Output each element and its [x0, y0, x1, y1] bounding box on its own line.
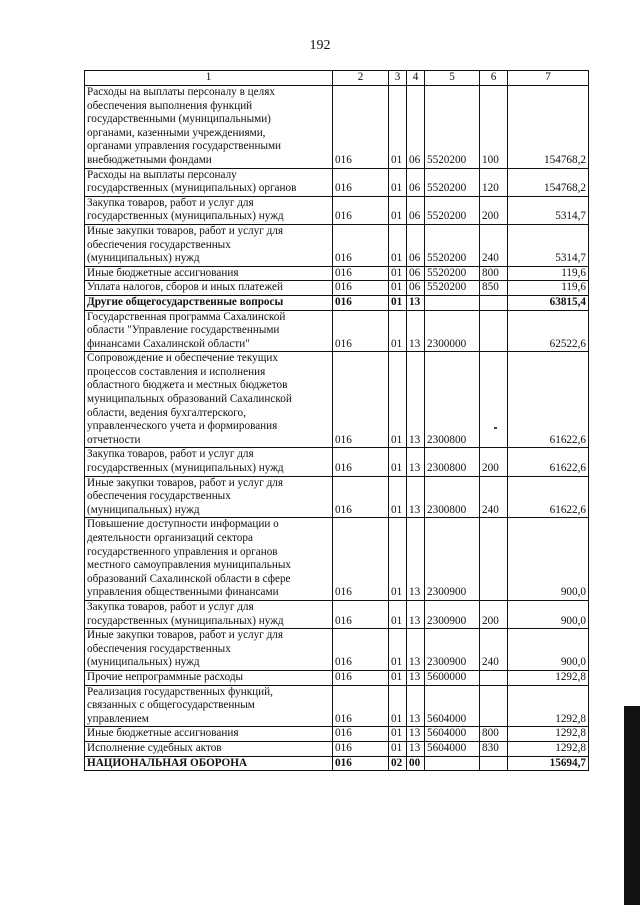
expense-type-cell: 200	[480, 600, 508, 628]
subsection-cell: 13	[407, 685, 425, 727]
item-name-line: обеспечения выполнения функций	[87, 99, 253, 112]
expense-type-cell: 850	[480, 281, 508, 296]
item-name-line: Иные закупки товаров, работ и услуг для	[87, 224, 284, 237]
header-col-2: 2	[333, 71, 389, 86]
item-name-cell	[85, 352, 333, 448]
table-row	[85, 310, 589, 352]
expense-type-cell: 800	[480, 266, 508, 281]
item-name-cell	[85, 670, 333, 685]
table-header	[85, 71, 589, 86]
scan-speck	[494, 427, 497, 429]
item-name-cell	[85, 629, 333, 671]
target-article-cell: 5520200	[425, 281, 480, 296]
subsection-cell: 13	[407, 741, 425, 756]
target-article-cell: 5520200	[425, 168, 480, 196]
section-cell: 01	[389, 310, 407, 352]
expense-type-cell: 120	[480, 168, 508, 196]
table-row	[85, 629, 589, 671]
ministry-code-cell: 016	[333, 295, 389, 310]
subsection-cell: 06	[407, 86, 425, 169]
item-name-line: НАЦИОНАЛЬНАЯ ОБОРОНА	[87, 756, 248, 769]
item-name-line: органами, казенными учреждениями,	[87, 126, 266, 139]
header-col-5: 5	[425, 71, 480, 86]
subsection-cell: 13	[407, 518, 425, 601]
item-name-line: Иные закупки товаров, работ и услуг для	[87, 629, 284, 642]
amount-cell: 154768,2	[508, 168, 589, 196]
item-name-line: Исполнение судебных актов	[87, 741, 222, 754]
subsection-cell: 06	[407, 196, 425, 224]
target-article-cell: 2300000	[425, 310, 480, 352]
expense-type-cell: 830	[480, 741, 508, 756]
item-name-line: государственных (муниципальных) нужд	[87, 210, 284, 223]
table-row	[85, 670, 589, 685]
header-row	[85, 71, 589, 86]
ministry-code-cell: 016	[333, 600, 389, 628]
item-name-line: органами управления государственными	[87, 140, 282, 153]
subsection-cell: 13	[407, 310, 425, 352]
item-name-line: Государственная программа Сахалинской	[87, 310, 286, 323]
item-name-line: Расходы на выплаты персоналу в целях	[87, 86, 275, 98]
item-name-cell	[85, 476, 333, 518]
expense-type-cell: 200	[480, 448, 508, 476]
section-cell: 01	[389, 168, 407, 196]
target-article-cell: 5604000	[425, 727, 480, 742]
item-name-line: Иные бюджетные ассигнования	[87, 727, 239, 740]
item-name-line: образований Сахалинской области в сфере	[87, 572, 291, 585]
budget-table	[84, 70, 589, 771]
item-name-cell	[85, 266, 333, 281]
item-name-line: государственного управления и органов	[87, 545, 278, 558]
item-name-cell	[85, 86, 333, 169]
section-cell: 01	[389, 266, 407, 281]
table-row	[85, 756, 589, 771]
table-row	[85, 266, 589, 281]
ministry-code-cell: 016	[333, 266, 389, 281]
target-article-cell: 5600000	[425, 670, 480, 685]
item-name-cell	[85, 310, 333, 352]
subsection-cell: 13	[407, 600, 425, 628]
item-name-line: Повышение доступности информации о	[87, 518, 279, 531]
item-name-line: Закупка товаров, работ и услуг для	[87, 448, 254, 461]
item-name-line: Расходы на выплаты персоналу	[87, 168, 237, 181]
item-name-cell	[85, 448, 333, 476]
section-cell: 01	[389, 685, 407, 727]
amount-cell: 62522,6	[508, 310, 589, 352]
subsection-cell: 06	[407, 266, 425, 281]
ministry-code-cell: 016	[333, 168, 389, 196]
item-name-line: области, ведения бухгалтерского,	[87, 406, 246, 419]
target-article-cell: 5604000	[425, 685, 480, 727]
item-name-cell	[85, 281, 333, 296]
section-cell: 01	[389, 600, 407, 628]
target-article-cell: 2300800	[425, 448, 480, 476]
table-body	[85, 86, 589, 771]
expense-type-cell	[480, 295, 508, 310]
table-row	[85, 727, 589, 742]
ministry-code-cell: 016	[333, 727, 389, 742]
subsection-cell: 13	[407, 727, 425, 742]
expense-type-cell: 100	[480, 86, 508, 169]
section-cell: 01	[389, 281, 407, 296]
item-name-cell	[85, 295, 333, 310]
section-cell: 01	[389, 196, 407, 224]
amount-cell: 61622,6	[508, 448, 589, 476]
item-name-line: Уплата налогов, сборов и иных платежей	[87, 281, 283, 294]
table-row	[85, 196, 589, 224]
ministry-code-cell: 016	[333, 518, 389, 601]
item-name-line: обеспечения государственных	[87, 238, 231, 251]
target-article-cell: 2300900	[425, 600, 480, 628]
amount-cell: 5314,7	[508, 224, 589, 266]
item-name-line: Сопровождение и обеспечение текущих	[87, 352, 278, 365]
header-col-4: 4	[407, 71, 425, 86]
section-cell: 01	[389, 295, 407, 310]
ministry-code-cell: 016	[333, 224, 389, 266]
expense-type-cell: 800	[480, 727, 508, 742]
section-cell: 01	[389, 727, 407, 742]
item-name-line: Закупка товаров, работ и услуг для	[87, 196, 254, 209]
target-article-cell: 5604000	[425, 741, 480, 756]
subsection-cell: 06	[407, 168, 425, 196]
ministry-code-cell: 016	[333, 448, 389, 476]
expense-type-cell	[480, 352, 508, 448]
item-name-line: финансами Сахалинской области"	[87, 337, 250, 350]
item-name-line: государственных (муниципальных) нужд	[87, 614, 284, 627]
target-article-cell: 2300900	[425, 629, 480, 671]
item-name-line: управлением	[87, 712, 149, 725]
item-name-cell	[85, 600, 333, 628]
item-name-cell	[85, 168, 333, 196]
item-name-line: Реализация государственных функций,	[87, 685, 273, 698]
table-row	[85, 476, 589, 518]
ministry-code-cell: 016	[333, 629, 389, 671]
item-name-line: Иные бюджетные ассигнования	[87, 266, 239, 279]
amount-cell: 15694,7	[508, 756, 589, 771]
ministry-code-cell: 016	[333, 741, 389, 756]
section-cell: 01	[389, 352, 407, 448]
subsection-cell: 13	[407, 352, 425, 448]
header-col-7: 7	[508, 71, 589, 86]
table-row	[85, 741, 589, 756]
table-row	[85, 518, 589, 601]
item-name-line: государственными (муниципальными)	[87, 113, 271, 126]
amount-cell: 1292,8	[508, 741, 589, 756]
table-row	[85, 281, 589, 296]
amount-cell: 63815,4	[508, 295, 589, 310]
expense-type-cell	[480, 670, 508, 685]
expense-type-cell: 240	[480, 224, 508, 266]
ministry-code-cell: 016	[333, 352, 389, 448]
ministry-code-cell: 016	[333, 670, 389, 685]
item-name-line: обеспечения государственных	[87, 490, 231, 503]
item-name-line: государственных (муниципальных) органов	[87, 182, 297, 195]
section-cell: 02	[389, 756, 407, 771]
target-article-cell	[425, 756, 480, 771]
amount-cell: 1292,8	[508, 685, 589, 727]
item-name-cell	[85, 756, 333, 771]
subsection-cell: 13	[407, 670, 425, 685]
ministry-code-cell: 016	[333, 310, 389, 352]
header-col-6: 6	[480, 71, 508, 86]
item-name-line: области "Управление государственными	[87, 324, 280, 337]
table-row	[85, 295, 589, 310]
item-name-cell	[85, 741, 333, 756]
item-name-line: (муниципальных) нужд	[87, 656, 200, 669]
expense-type-cell	[480, 756, 508, 771]
subsection-cell: 06	[407, 281, 425, 296]
ministry-code-cell: 016	[333, 196, 389, 224]
item-name-line: (муниципальных) нужд	[87, 503, 200, 516]
ministry-code-cell: 016	[333, 476, 389, 518]
target-article-cell	[425, 295, 480, 310]
item-name-line: Прочие непрограммные расходы	[87, 670, 244, 683]
table-row	[85, 168, 589, 196]
table-row	[85, 86, 589, 169]
amount-cell: 154768,2	[508, 86, 589, 169]
item-name-line: муниципальных образований Сахалинской	[87, 393, 292, 406]
item-name-cell	[85, 196, 333, 224]
item-name-line: Закупка товаров, работ и услуг для	[87, 600, 254, 613]
item-name-line: Иные закупки товаров, работ и услуг для	[87, 476, 284, 489]
ministry-code-cell: 016	[333, 756, 389, 771]
item-name-line: областного бюджета и местных бюджетов	[87, 379, 288, 392]
header-col-3: 3	[389, 71, 407, 86]
target-article-cell: 5520200	[425, 196, 480, 224]
target-article-cell: 5520200	[425, 266, 480, 281]
amount-cell: 1292,8	[508, 727, 589, 742]
item-name-line: местного самоуправления муниципальных	[87, 559, 291, 572]
target-article-cell: 2300900	[425, 518, 480, 601]
amount-cell: 900,0	[508, 600, 589, 628]
target-article-cell: 5520200	[425, 86, 480, 169]
amount-cell: 61622,6	[508, 352, 589, 448]
ministry-code-cell: 016	[333, 86, 389, 169]
expense-type-cell	[480, 310, 508, 352]
subsection-cell: 06	[407, 224, 425, 266]
item-name-line: внебюджетными фондами	[87, 153, 212, 166]
section-cell: 01	[389, 448, 407, 476]
header-col-1: 1	[85, 71, 333, 86]
table-row	[85, 224, 589, 266]
expense-type-cell: 240	[480, 629, 508, 671]
item-name-line: обеспечения государственных	[87, 642, 231, 655]
section-cell: 01	[389, 518, 407, 601]
section-cell: 01	[389, 224, 407, 266]
item-name-line: связанных с общегосударственным	[87, 699, 255, 712]
item-name-cell	[85, 518, 333, 601]
item-name-cell	[85, 224, 333, 266]
amount-cell: 119,6	[508, 266, 589, 281]
target-article-cell: 2300800	[425, 476, 480, 518]
item-name-cell	[85, 727, 333, 742]
scan-edge-bar	[624, 706, 640, 905]
item-name-line: отчетности	[87, 433, 141, 446]
item-name-line: Другие общегосударственные вопросы	[87, 295, 284, 308]
ministry-code-cell: 016	[333, 685, 389, 727]
section-cell: 01	[389, 629, 407, 671]
subsection-cell: 13	[407, 476, 425, 518]
item-name-line: процессов составления и исполнения	[87, 365, 266, 378]
table-row	[85, 448, 589, 476]
amount-cell: 900,0	[508, 629, 589, 671]
target-article-cell: 5520200	[425, 224, 480, 266]
subsection-cell: 13	[407, 629, 425, 671]
item-name-cell	[85, 685, 333, 727]
expense-type-cell: 200	[480, 196, 508, 224]
item-name-line: деятельности организаций сектора	[87, 532, 253, 544]
table-row	[85, 685, 589, 727]
table-row	[85, 352, 589, 448]
amount-cell: 1292,8	[508, 670, 589, 685]
amount-cell: 119,6	[508, 281, 589, 296]
amount-cell: 61622,6	[508, 476, 589, 518]
item-name-line: управления общественными финансами	[87, 586, 279, 599]
page-number: 192	[309, 38, 331, 53]
section-cell: 01	[389, 476, 407, 518]
item-name-line: управленческого учета и формирования	[87, 420, 278, 433]
amount-cell: 900,0	[508, 518, 589, 601]
ministry-code-cell: 016	[333, 281, 389, 296]
subsection-cell: 00	[407, 756, 425, 771]
target-article-cell: 2300800	[425, 352, 480, 448]
subsection-cell: 13	[407, 295, 425, 310]
item-name-line: государственных (муниципальных) нужд	[87, 462, 284, 475]
expense-type-cell: 240	[480, 476, 508, 518]
table-row	[85, 600, 589, 628]
section-cell: 01	[389, 670, 407, 685]
amount-cell: 5314,7	[508, 196, 589, 224]
item-name-line: (муниципальных) нужд	[87, 252, 200, 265]
expense-type-cell	[480, 685, 508, 727]
section-cell: 01	[389, 86, 407, 169]
section-cell: 01	[389, 741, 407, 756]
subsection-cell: 13	[407, 448, 425, 476]
expense-type-cell	[480, 518, 508, 601]
